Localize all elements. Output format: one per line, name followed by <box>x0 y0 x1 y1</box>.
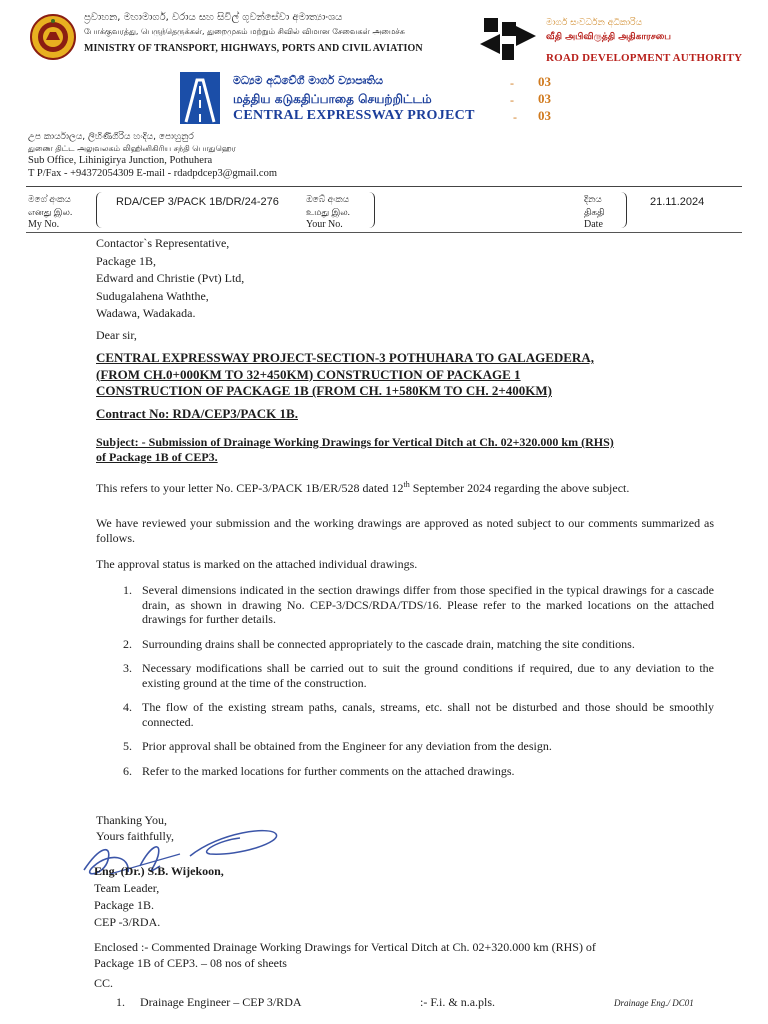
date-brace <box>618 192 627 228</box>
recipient-line: Sudugalahena Waththe, <box>96 288 209 303</box>
your-no-english: Your No. <box>306 219 343 230</box>
cep-number-1: 03 <box>538 74 551 89</box>
rda-english: ROAD DEVELOPMENT AUTHORITY <box>546 52 743 64</box>
cc-recipient: Drainage Engineer – CEP 3/RDA <box>140 995 302 1009</box>
footer-reference: Drainage Eng./ DC01 <box>614 998 694 1008</box>
paragraph-review: We have reviewed your submission and the working drawings are approved as noted subject to our comments summarized as follows. <box>96 516 714 545</box>
title-line: CONSTRUCTION OF PACKAGE 1B (FROM CH. 1+580KM TO CH. 2+400KM) <box>96 383 552 398</box>
para1-superscript: th <box>403 480 410 489</box>
cep-english: CENTRAL EXPRESSWAY PROJECT <box>233 108 475 123</box>
list-item <box>112 637 714 652</box>
closing-line: Yours faithfully, <box>96 829 175 843</box>
rda-logo <box>480 18 536 60</box>
list-item <box>112 764 714 779</box>
subject-line: of Package 1B of CEP3. <box>96 450 218 464</box>
cep-dash-3: - <box>513 110 517 124</box>
cep-number-2: 03 <box>538 91 551 106</box>
enclosed-line: Enclosed :- Commented Drainage Working Drawings for Vertical Ditch at Ch. 02+320.000 km (RHS) of <box>94 940 596 954</box>
your-no-brace <box>366 192 375 228</box>
my-no-value: RDA/CEP 3/PACK 1B/DR/24-276 <box>116 196 279 208</box>
closing-line: Thanking You, <box>96 813 168 827</box>
enclosures <box>94 939 716 971</box>
reference-divider-bottom <box>26 232 742 233</box>
list-text: Necessary modifications shall be carried out to suit the ground conditions if required, due to any deviation to the existing ground at the time of the construction. <box>142 661 714 690</box>
my-no-brace-left <box>96 192 105 228</box>
list-text: Surrounding drains shall be connected appropriately to the cascade drain, matching the site conditions. <box>142 636 635 651</box>
recipient-line: Contactor`s Representative, <box>96 236 230 250</box>
paragraph-reference <box>96 478 714 496</box>
list-item <box>112 700 714 729</box>
cc-label: CC. <box>94 976 114 990</box>
list-item <box>112 739 714 754</box>
recipient-line: Edward and Christie (Pvt) Ltd, <box>96 271 245 285</box>
contract-number: Contract No: RDA/CEP3/PACK 1B. <box>96 406 298 421</box>
list-number: 3. <box>123 661 132 675</box>
signatory-name: Eng. (Dr.) S.B. Wijekoon, <box>94 864 224 878</box>
list-item <box>112 661 714 690</box>
list-item <box>112 583 714 627</box>
list-number: 1. <box>123 583 132 597</box>
your-no-tamil: உமது இல. <box>306 207 350 217</box>
salutation: Dear sir, <box>96 328 137 342</box>
signatory-org: CEP -3/RDA. <box>94 915 161 929</box>
cep-dash-1: - <box>510 76 514 90</box>
office-tamil: துணை திட்ட அலுவலகம் லிஹினிகிரிய சந்தி பொதுஹெர <box>28 144 236 153</box>
cep-tamil: மத்திய கடுகதிப்பாதை செயற்றிட்டம் <box>233 92 432 106</box>
cc-number: 1. <box>116 995 125 1009</box>
my-no-english: My No. <box>28 219 60 230</box>
date-tamil: திகதி <box>584 207 605 217</box>
ministry-english: MINISTRY OF TRANSPORT, HIGHWAYS, PORTS AND CIVIL AVIATION <box>84 43 423 54</box>
subject-line: Subject: - Submission of Drainage Working Drawings for Vertical Ditch at Ch. 02+320.000 km (RHS) <box>96 435 614 449</box>
date-value: 21.11.2024 <box>650 196 705 208</box>
recipient-line: Wadawa, Wadakada. <box>96 306 196 320</box>
list-number: 2. <box>123 636 132 651</box>
list-text: Refer to the marked locations for further comments on the attached drawings. <box>142 763 515 778</box>
list-text: Prior approval shall be obtained from the Engineer for any deviation from the design. <box>142 739 552 753</box>
cep-dash-2: - <box>510 93 514 107</box>
signatory-package: Package 1B. <box>94 898 154 912</box>
para1-text-a: This refers to your letter No. CEP-3/PACK 1B/ER/528 dated 12 <box>96 481 404 495</box>
list-text: The flow of the existing stream paths, canals, streams, etc. shall not be disturbed and those should be smoothly connected. <box>142 700 714 729</box>
project-title <box>96 350 594 400</box>
your-no-sinhala: ඔබේ අංකය <box>306 194 350 204</box>
sri-lanka-emblem <box>30 14 76 60</box>
list-number: 5. <box>123 739 132 753</box>
para1-text-b: September 2024 regarding the above subject. <box>409 481 630 495</box>
list-number: 6. <box>123 763 132 778</box>
comments-list <box>112 583 714 778</box>
list-number: 4. <box>123 700 132 714</box>
paragraph-approval: The approval status is marked on the attached individual drawings. <box>96 557 418 571</box>
title-line: (FROM CH.0+000KM TO 32+450KM) CONSTRUCTION OF PACKAGE 1 <box>96 366 521 382</box>
contact-line: T P/Fax - +94372054309 E-mail - rdadpdcep3@gmail.com <box>28 168 277 179</box>
cep-number-3: 03 <box>538 108 551 123</box>
recipient-address <box>96 235 244 323</box>
office-sinhala: උප කාර්යාලය, ලිහිණිගිරිය හංදිය, පොහුනුර <box>28 132 194 142</box>
title-line: CENTRAL EXPRESSWAY PROJECT-SECTION-3 POTHUHARA TO GALAGEDERA, <box>96 350 594 365</box>
office-english: Sub Office, Lihinigirya Junction, Pothuhera <box>28 155 213 166</box>
rda-tamil: வீதி அபிவிருத்தி அதிகாரசபை <box>546 32 671 42</box>
rda-sinhala: මාර්ග සංවර්ධන අධිකාරිය <box>546 18 643 28</box>
ministry-sinhala: ප්‍රවාහන, මහාමාර්ග, වරාය සහ සිවිල් ගුවන්සේවා අමාත්‍යාංශය <box>84 12 343 23</box>
cc-action: :- F.i. & n.a.pls. <box>420 995 496 1009</box>
date-english: Date <box>584 219 603 230</box>
expressway-logo <box>180 72 220 124</box>
ministry-tamil: போக்குவரத்து, பெருந்தெருக்கள், துறைமுகம் மற்றும் சிவில் விமான சேவைகள் அமைச்சு <box>84 27 405 36</box>
reference-divider-top <box>26 186 742 187</box>
cep-sinhala: මධ්‍යම අධිවේගී මාර්ග ව්‍යාපෘතිය <box>233 74 384 87</box>
my-no-sinhala: මගේ අංකය <box>28 194 71 204</box>
subject <box>96 435 716 465</box>
my-no-tamil: எனது இல. <box>28 207 73 217</box>
date-sinhala: දිනය <box>584 194 602 204</box>
enclosed-line: Package 1B of CEP3. – 08 nos of sheets <box>94 956 287 970</box>
signatory-title: Team Leader, <box>94 881 160 895</box>
list-text: Several dimensions indicated in the section drawings differ from those specified in the typical drawings for a cascade drain, as shown in drawing No. CEP-3/DCS/RDA/TDS/16. Please refer to the marked locations on the attached drawings for further details. <box>142 583 714 626</box>
signatory-block <box>94 863 224 931</box>
recipient-line: Package 1B, <box>96 253 156 268</box>
